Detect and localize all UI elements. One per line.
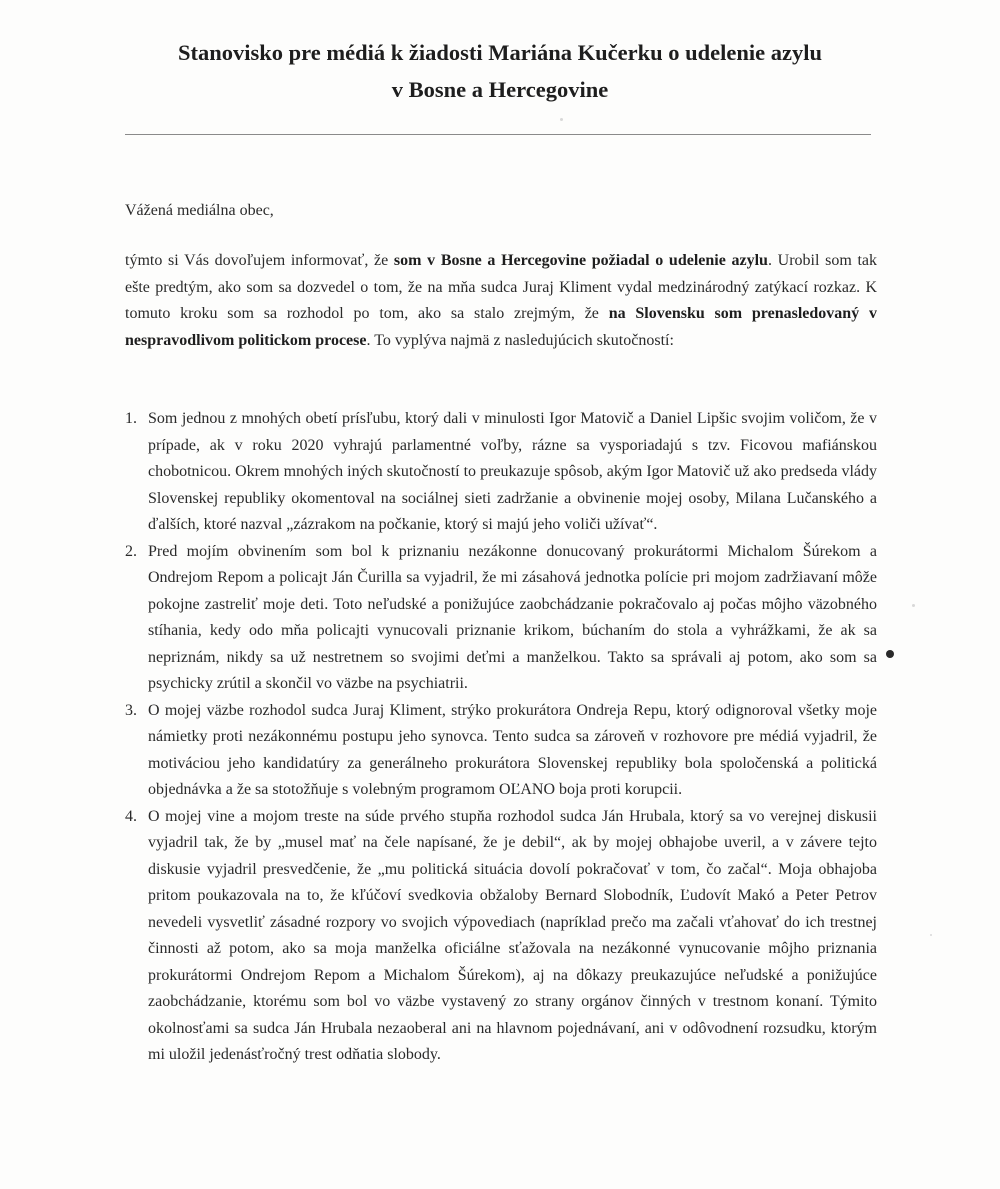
facts-list	[125, 406, 877, 1069]
list-item-text: O mojej väzbe rozhodol sudca Juraj Kliment, strýko prokurátora Ondreja Repu, ktorý odignoroval všetky moje námietky proti nezákonnému postupu jeho synovca. Tento sudca sa zároveň v rozhovore pre médiá vyjadril, že motiváciou jeho kandidatúry za generálneho prokurátora Slovenskej republiky bola spoločenská a politická objednávka a že sa stotožňuje s volebným programom OĽANO boja proti korupcii.	[148, 701, 877, 798]
title-line-2: v Bosne a Hercegovine	[391, 77, 609, 102]
scan-speck	[912, 604, 915, 607]
intro-text-1: týmto si Vás dovoľujem informovať, že	[125, 252, 394, 269]
list-item-text: Som jednou z mnohých obetí prísľubu, ktorý dali v minulosti Igor Matovič a Daniel Lipšic svojim voličom, že v prípade, ak v roku 2020 vyhrajú parlamentné voľby, rázne sa vysporiadajú s tzv. Ficovou mafiánskou chobotnicou. Okrem mnohých iných skutočností to preukazuje spôsob, akým Igor Matovič už ako predseda vlády Slovenskej republiky okomentoval na sociálnej sieti zadržanie a obvinenie mojej osoby, Milana Lučanského a ďalších, ktoré nazval „zázrakom na počkanie, ktorý si majú jeho voliči užívať“.	[148, 410, 877, 533]
intro-text-2: . Urobil som tak ešte predtým, ako som sa dozvedel o tom, že na mňa sudca Juraj Kliment vydal medzinárodný zatýkací rozkaz. K tomuto kroku som sa rozhodol po tom, ako sa stalo zrejmým, že	[125, 252, 877, 322]
list-item-text: Pred mojím obvinením som bol k priznaniu nezákonne donucovaný prokurátormi Michalom Šúrekom a Ondrejom Repom a policajt Ján Čurilla sa vyjadril, že mi zásahová jednotka polície pri mojom zadržiavaní môže pokojne zastreliť moje deti. Toto neľudské a ponižujúce zaobchádzanie pokračovalo aj počas môjho väzobného stíhania, kedy odo mňa policajti vynucovali priznanie krikom, búchaním do stola a vyhrážkami, že ak sa nepriznám, nikdy sa už nestretnem so svojimi deťmi a manželkou. Takto sa správali aj potom, ako som sa psychicky zrútil a skončil vo väzbe na psychiatrii.	[148, 542, 877, 692]
list-item-text: O mojej vine a mojom treste na súde prvého stupňa rozhodol sudca Ján Hrubala, ktorý sa vo verejnej diskusii vyjadril tak, že by „musel mať na čele napísané, že je debil“, ak by mojej obhajobe uveril, a v závere tejto diskusie vyjadril presvedčenie, že „mu politická situácia dovolí pokračovať v tom, čo začal“. Moja obhajoba pritom poukazovala na to, že kľúčoví svedkovia obžaloby Bernard Slobodník, Ľudovít Makó a Peter Petrov nevedeli vysvetliť zásadné rozpory vo svojich výpovediach (napríklad prečo ma začali vťahovať do ich trestnej činnosti až potom, ako sa moja manželka oficiálne sťažovala na nezákonné vynucovanie môjho priznania prokurátormi Ondrejom Repom a Michalom Šúrekom), aj na dôkazy preukazujúce neľudské a ponižujúce zaobchádzanie, ktorému som bol vo väzbe vystavený zo strany orgánov činných v trestnom konaní. Týmito okolnosťami sa sudca Ján Hrubala nezaoberal ani na hlavnom pojednávaní, ani v odôvodnení rozsudku, ktorým mi uložil jedenásťročný trest odňatia slobody.	[148, 807, 877, 1063]
scan-mark-dot	[886, 650, 894, 658]
intro-bold-1: som v Bosne a Hercegovine požiadal o udelenie azylu	[393, 252, 768, 269]
scan-speck	[930, 934, 932, 936]
list-item	[125, 539, 877, 698]
list-item-number: 3.	[125, 701, 137, 719]
list-item-number: 2.	[125, 542, 137, 560]
list-item-number: 1.	[125, 410, 137, 427]
intro-bold-2: na Slovensku som prenasledovaný v nespravodlivom politickom procese	[125, 305, 877, 349]
intro-paragraph	[125, 248, 877, 354]
greeting: Vážená mediálna obec,	[125, 202, 274, 219]
list-item	[125, 698, 877, 804]
document-title	[100, 34, 900, 108]
list-item	[125, 804, 877, 1069]
list-item-number: 4.	[125, 807, 137, 825]
scan-speck	[560, 118, 563, 121]
intro-text-3: . To vyplýva najmä z nasledujúcich skutočností:	[366, 331, 674, 349]
title-line-1: Stanovisko pre médiá k žiadosti Mariána Kučerku o udelenie azylu	[178, 40, 822, 65]
list-item	[125, 406, 877, 539]
title-divider	[125, 134, 871, 135]
